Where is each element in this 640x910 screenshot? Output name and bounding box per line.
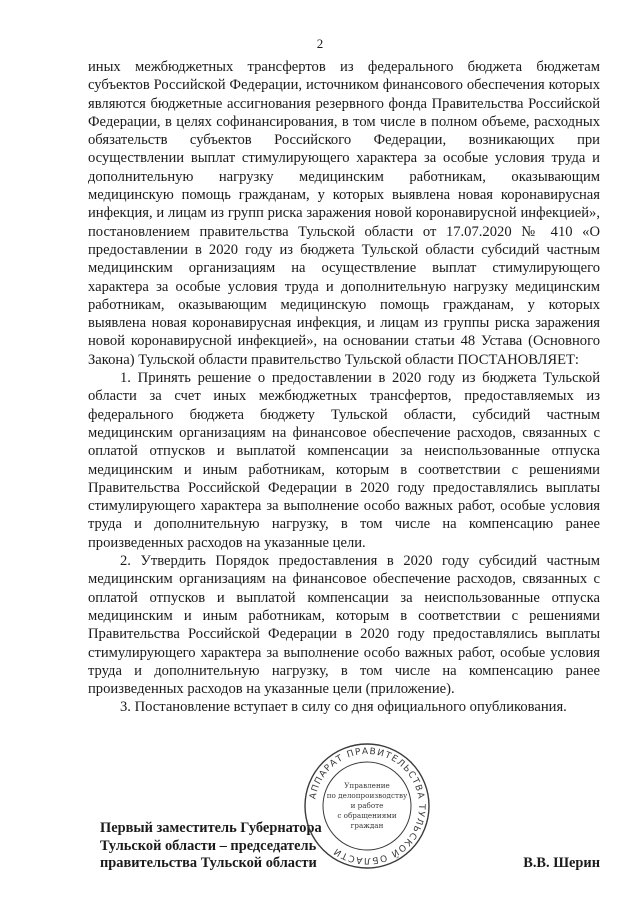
signatory-title — [100, 820, 322, 873]
official-stamp — [302, 741, 432, 871]
stamp-center-line-3: и работе — [350, 801, 384, 810]
body-paragraph-item-1: 1. Принять решение о предоставлении в 2020 году из бюджета Тульской области за счет иных межбюджетных трансфертов, предоставляемых из федерального бюджета бюджету Тульской области, субсидий частным медицинским организациям на финансовое обеспечение расходов, связанных с оплатой отпусков и выплатой компенсации за неиспользованные отпуска медицинским и иным работникам, которым в соответствии с решениями Правительства Российской Федерации в 2020 году предоставлялись выплаты стимулирующего характера за выполнение особо важных работ, особые условия труда и дополнительную нагрузку, в том числе на компенсацию ранее произведенных расходов на указанные цели. — [88, 370, 600, 551]
signatory-name: В.В. Шерин — [523, 855, 600, 871]
signatory-title-line-3: правительства Тульской области — [100, 855, 317, 871]
body-paragraph-item-2: 2. Утвердить Порядок предоставления в 2020 году субсидий частным медицинским организациям на финансовое обеспечение расходов, связанных с оплатой отпусков и выплатой компенсации за неиспользованные отпуска медицинским и иным работникам, которым в соответствии с решениями Правительства Российской Федерации в 2020 году предоставлялись выплаты стимулирующего характера за выполнение особо важных работ, особые условия труда и дополнительную нагрузку, в том числе на компенсацию ранее произведенных расходов на указанные цели (приложение). — [88, 553, 600, 698]
signatory-title-line-2: Тульской области – председатель — [100, 837, 317, 854]
page-number: 2 — [316, 36, 324, 51]
body-paragraph-item-3: 3. Постановление вступает в силу со дня официального опубликования. — [120, 699, 567, 716]
stamp-center-line-5: граждан — [350, 821, 384, 830]
body-paragraph-continuation: иных межбюджетных трансфертов из федерального бюджета бюджетам субъектов Российской Федерации, источником финансового обеспечения которых являются бюджетные ассигнования резервного фонда Правительства Российской Федерации, в целях софинансирования, в том числе в полном объеме, расходных обязательств субъектов Российского Федерации, возникающих при осуществлении выплат стимулирующего характера за особые условия труда и дополнительную нагрузку медицинским работникам, оказывающим медицинскую помощь гражданам, у которых выявлена новая коронавирусная инфекция, и лицам из групп риска заражения новой коронавирусной инфекцией», постановлением правительства Тульской области от 17.07.2020 № 410 «О предоставлении в 2020 году из бюджета Тульской области субсидий частным медицинским организациям на осуществление выплат стимулирующего характера за особые условия труда и дополнительную нагрузку медицинским работникам, оказывающим медицинскую помощь гражданам, у которых выявлена новая коронавирусная инфекция, и лицам из группы риска заражения новой коронавирусной инфекцией», на основании статьи 48 Устава (Основного Закона) Тульской области правительство Тульской области ПОСТАНОВЛЯЕТ: — [88, 59, 600, 368]
stamp-center-line-2: по делопроизводству — [326, 791, 408, 800]
stamp-center-line-4: с обращениями — [337, 811, 397, 820]
stamp-center-line-1: Управление — [344, 781, 390, 790]
stamp-ring-textpath: АППАРАТ ПРАВИТЕЛЬСТВА ТУЛЬСКОЙ ОБЛАСТИ — [308, 746, 427, 866]
document-body — [88, 58, 600, 717]
signatory-title-line-1: Первый заместитель Губернатора — [100, 820, 322, 836]
